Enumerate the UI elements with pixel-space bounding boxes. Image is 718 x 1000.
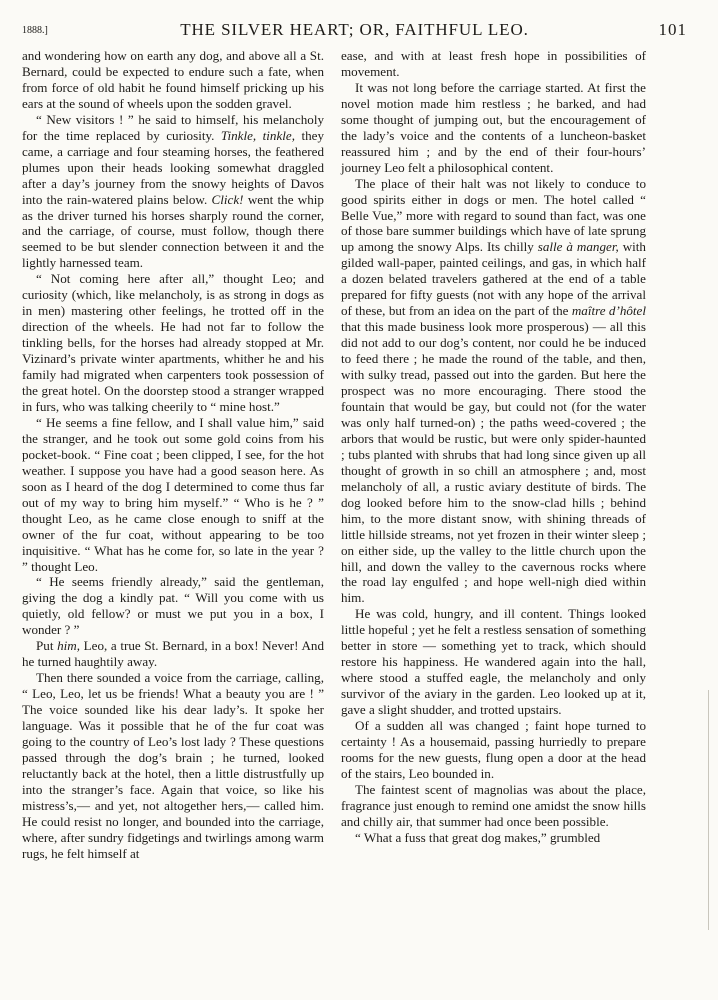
paragraph [341,606,646,718]
italic-text: Tinkle, tinkle, [220,127,295,143]
paragraph [22,670,324,861]
italic-text: him, [57,638,81,654]
paragraph-text: Put [36,638,58,654]
paragraph-text: It was not long before the carriage started. At first the novel motion made him restless ; he barked, and had some thought of jumping out, but the encouragement of the lady’s voice and the contents of a luncheon-basket reassured him ; and by the end of their four-hours’ journey Leo felt a philosophical content. [341,79,646,175]
paragraph [22,574,324,638]
paragraph-text: that this made business look more prosperous) — all this did not add to our dog’s content, nor could he be induced to feed there ; he made the round of the table, and then, with sulky tread, passed out into the garden. But here the prospect was no more encouraging. There stood the fountain that would be gay, but could not (for the water was only half turned-on) ; the paths weed-covered ; the arbors that would be rustic, but were only spider-haunted ; tubs planted with shrubs that had long since given up all thought of growth in so chill an atmosphere ; and, most melancholy of all, a rustic aviary destitute of birds. The dog looked before him to the snow-clad hills ; behind him, to the more distant snow, with shining threads of little hillside streams, not yet frozen in their winter sleep ; on either side, up the valley to the little church upon the hill, and down the valley to the cavernous rocks where the road lay engulfed ; and hope well-nigh died within him. [341,319,646,606]
paragraph-text: “ He seems friendly already,” said the gentleman, giving the dog a kindly pat. “ Will you come with us quietly, old fellow? or must we put you in a box, I wonder ? ” [22,574,324,638]
paragraph-text: with gilded wall-paper, painted ceilings, and gas, in which half a dozen belated travelers gathered at the end of a table prepared for fifty guests (not with any hope of the arrival of these, but from an idea on the part of the [341,239,646,319]
paragraph-text: Of a sudden all was changed ; faint hope turned to certainty ! As a housemaid, passing hurriedly to prepare rooms for the new guests, flung open a door at the head of the stairs, Leo bounded in. [341,718,646,781]
paragraph [341,80,646,176]
paragraph-text: Leo, a true St. Bernard, in a box! Never! And he turned haughtily away. [22,638,324,670]
paragraph-text: went the whip as the driver turned his horses sharply round the corner, and the carriage, of course, must follow, though there seemed to be but slender connection between it and the lightly harnessed team. [22,191,324,271]
paragraph [341,782,646,830]
paragraph-text: ease, and with at least fresh hope in possibilities of movement. [341,48,646,79]
paragraph-text: “ What a fuss that great dog makes,” grumbled [355,829,601,845]
italic-text: Click! [211,191,244,207]
header-title: THE SILVER HEART; OR, FAITHFUL LEO. [180,20,529,39]
header-year: 1888.] [22,25,48,36]
paragraph [22,112,324,272]
italic-text: salle à manger, [537,239,619,255]
paragraph-text: Then there sounded a voice from the carriage, calling, “ Leo, Leo, let us be friends! What a beauty you are ! ” The voice sounded like his dear lady’s. It spoke her language. Was it possible that he of the fur coat was going to the country of Leo’s lost lady ? These questions passed through the dog’s brain ; he turned, looked reluctantly back at the hotel, then a little distrustfully up into the stranger’s face. Again that voice, so like his mistress’s,— and yet, not altogether hers,— called him. He could resist no longer, and bounded into the carriage, where, after sundry fidgetings and twirlings among warm rugs, he felt himself at [22,670,324,861]
paragraph [341,718,646,782]
paragraph-text: and wondering how on earth any dog, and above all a St. Bernard, could be expected to endure such a fate, when from force of old habit he found himself pricking up his ears at the sound of wheels upon the sodden gravel. [22,48,324,111]
paragraph [22,271,324,415]
paragraph [341,830,646,846]
paragraph-text: The faintest scent of magnolias was about the place, fragrance just enough to remind one amidst the snow hills and chilly air, that summer had once been possible. [341,781,646,829]
paragraph [341,176,646,607]
paragraph-text: “ He seems a fine fellow, and I shall value him,” said the stranger, and he took out some gold coins from his pocket-book. “ Fine coat ; been clipped, I see, for the hot weather. I suppose you have had a good season here. As soon as I heard of the dog I determined to come thus far out of my way to bring him myself.” “ Who is he ? ” thought Leo, as he came close enough to sniff at the owner of the fur coat, without appearing to be too inquisitive. “ What has he come for, so late in the year ? ” thought Leo. [22,414,324,574]
paragraph [22,48,324,112]
left-column [22,48,324,862]
paragraph-text: “ Not coming here after all,” thought Leo; and curiosity (which, like melancholy, is as strong in dogs as in men) mastering other feelings, he trotted off in the direction of the wheels. He had not far to follow the tinkling bells, for the horses had already stopped at Mr. Vizinard’s private winter apartments, whither he and his family had migrated when carpenters took possession of the great hotel. On the doorstep stood a stranger wrapped in furs, who was talking cheerily to “ mine host.” [22,271,324,414]
running-header [22,20,687,42]
paragraph [341,48,646,80]
italic-text: maître d’hôtel [571,303,647,319]
paragraph-text: The place of their halt was not likely to conduce to good spirits either in dogs or men. The hotel called “ Belle Vue,” more with regard to sound than fact, was one of those bare summer buildings which have of late sprung up among the snowy Alps. Its chilly [341,175,646,255]
paragraph [22,415,324,575]
paragraph [22,638,324,670]
paragraph-text: He was cold, hungry, and ill content. Things looked little hopeful ; yet he felt a restless sensation of something better in store — something yet to track, which should restore his happiness. He wandered again into the hall, where stood a stuffed eagle, the melancholy and only survivor of the aviary in the garden. Leo looked up at it, gave a slight shudder, and trotted upstairs. [341,606,646,718]
paragraph-text: “ New visitors ! ” he said to himself, his melancholy for the time replaced by curiosity. [22,111,324,143]
page-number: 101 [658,20,687,39]
margin-rule [708,690,709,930]
paragraph-text: they came, a carriage and four steaming horses, the feathered plumes upon their heads looking somewhat draggled after a day’s journey from the snowy heights of Davos into the rain-watered plains below. [22,127,324,207]
right-column [341,48,646,846]
